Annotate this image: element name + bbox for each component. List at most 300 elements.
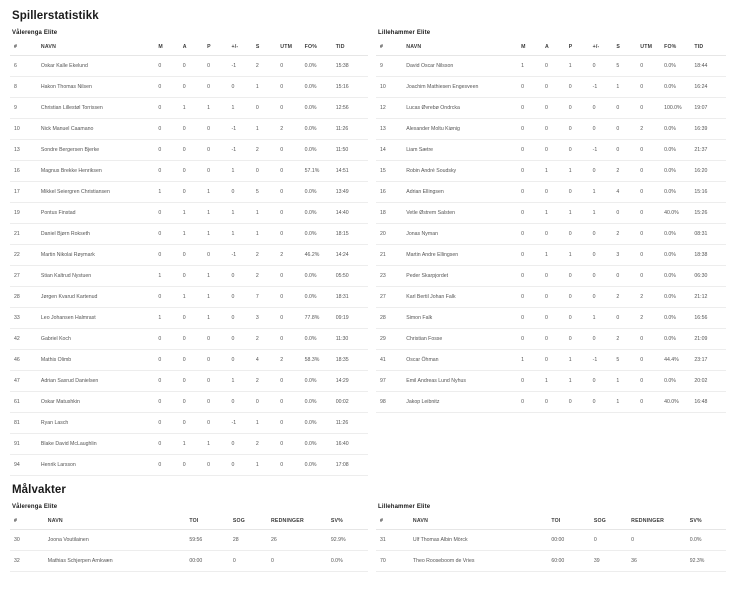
player-faceoff-percent: 0.0%	[663, 308, 693, 329]
table-row[interactable]	[376, 308, 726, 329]
player-assists: 1	[182, 203, 206, 224]
goalie-shots-on-goal: 0	[593, 530, 630, 551]
player-points: 0	[568, 98, 592, 119]
player-penalty-minutes: 0	[279, 392, 303, 413]
player-name: Nick Manuel Caamano	[40, 119, 157, 140]
player-penalty-minutes: 2	[279, 119, 303, 140]
player-time: 11:50	[335, 140, 368, 161]
goalie-number: 70	[376, 551, 412, 572]
player-assists: 0	[544, 350, 568, 371]
player-faceoff-percent: 0.0%	[304, 224, 335, 245]
table-row[interactable]	[376, 350, 726, 371]
player-plusminus: 1	[231, 98, 255, 119]
table-row[interactable]	[376, 551, 726, 572]
table-row[interactable]	[376, 77, 726, 98]
player-points: 0	[206, 371, 230, 392]
player-plusminus: 0	[592, 392, 616, 413]
player-plusminus: 0	[231, 392, 255, 413]
player-shots: 2	[255, 245, 279, 266]
col-header-time[interactable]: TID	[693, 40, 726, 56]
player-faceoff-percent: 57.1%	[304, 161, 335, 182]
player-time: 16:40	[335, 434, 368, 455]
player-goals: 1	[157, 266, 181, 287]
player-shots: 0	[255, 98, 279, 119]
player-points: 0	[206, 119, 230, 140]
player-time: 18:35	[335, 350, 368, 371]
player-faceoff-percent: 46.2%	[304, 245, 335, 266]
player-points: 1	[206, 308, 230, 329]
player-time: 18:38	[693, 245, 726, 266]
goalie-time-on-ice: 00:00	[188, 551, 232, 572]
goalie-shots-on-goal: 39	[593, 551, 630, 572]
table-row[interactable]	[10, 413, 368, 434]
player-faceoff-percent: 0.0%	[304, 455, 335, 476]
player-points: 0	[206, 161, 230, 182]
player-time: 23:17	[693, 350, 726, 371]
player-faceoff-percent: 0.0%	[663, 329, 693, 350]
player-number: 42	[10, 329, 40, 350]
home-player-table-body	[10, 56, 368, 476]
player-faceoff-percent: 0.0%	[663, 245, 693, 266]
player-points: 1	[206, 266, 230, 287]
away-player-table	[376, 40, 726, 413]
player-time: 17:08	[335, 455, 368, 476]
player-time: 21:12	[693, 287, 726, 308]
player-penalty-minutes: 0	[639, 98, 663, 119]
player-time: 21:37	[693, 140, 726, 161]
player-points: 0	[206, 56, 230, 77]
player-plusminus: 0	[592, 287, 616, 308]
player-faceoff-percent: 0.0%	[304, 119, 335, 140]
player-points: 1	[568, 245, 592, 266]
table-row[interactable]	[376, 371, 726, 392]
player-plusminus: 0	[592, 98, 616, 119]
player-plusminus: 0	[231, 434, 255, 455]
table-row[interactable]	[376, 224, 726, 245]
player-points: 0	[206, 413, 230, 434]
player-shots: 2	[615, 329, 639, 350]
table-row[interactable]	[376, 203, 726, 224]
col-header-penalty-minutes[interactable]: UTM	[639, 40, 663, 56]
player-goals: 0	[157, 434, 181, 455]
player-goals: 0	[157, 140, 181, 161]
player-time: 16:48	[693, 392, 726, 413]
player-penalty-minutes: 2	[639, 308, 663, 329]
player-plusminus: -1	[592, 350, 616, 371]
player-number: 33	[10, 308, 40, 329]
col-header-number[interactable]: #	[376, 514, 412, 530]
player-shots: 0	[255, 392, 279, 413]
player-points: 0	[206, 77, 230, 98]
player-goals: 0	[520, 371, 544, 392]
player-goals: 0	[520, 329, 544, 350]
table-row[interactable]	[376, 56, 726, 77]
table-row[interactable]	[10, 77, 368, 98]
table-row[interactable]	[10, 98, 368, 119]
col-header-save-percent[interactable]: SV%	[330, 514, 368, 530]
player-penalty-minutes: 0	[639, 371, 663, 392]
col-header-save-percent[interactable]: SV%	[689, 514, 726, 530]
table-row[interactable]	[10, 266, 368, 287]
player-plusminus: 1	[592, 308, 616, 329]
col-header-assists[interactable]: A	[544, 40, 568, 56]
table-row[interactable]	[10, 224, 368, 245]
player-shots: 2	[255, 371, 279, 392]
goalie-number: 30	[10, 530, 47, 551]
player-shots: 0	[255, 161, 279, 182]
table-row[interactable]	[10, 56, 368, 77]
player-plusminus: 0	[592, 56, 616, 77]
player-name: Adrian Ellingsen	[405, 182, 520, 203]
player-goals: 0	[520, 98, 544, 119]
table-row[interactable]	[10, 203, 368, 224]
player-time: 15:16	[335, 77, 368, 98]
col-header-shots[interactable]: S	[255, 40, 279, 56]
player-name: Leo Johansen Halmrast	[40, 308, 157, 329]
col-header-number[interactable]: #	[376, 40, 405, 56]
player-plusminus: 1	[231, 371, 255, 392]
player-name: Mathis Olimb	[40, 350, 157, 371]
table-header-row	[376, 514, 726, 530]
table-header-row	[10, 514, 368, 530]
table-row[interactable]	[376, 161, 726, 182]
goalie-save-percent: 92.3%	[689, 551, 726, 572]
col-header-saves[interactable]: REDNINGER	[270, 514, 330, 530]
player-goals: 0	[520, 140, 544, 161]
away-player-table-body	[376, 56, 726, 413]
table-row[interactable]	[10, 329, 368, 350]
player-shots: 1	[255, 224, 279, 245]
player-assists: 0	[182, 119, 206, 140]
player-faceoff-percent: 0.0%	[304, 98, 335, 119]
player-plusminus: -1	[231, 119, 255, 140]
player-name: Daniel Bjørn Rokseth	[40, 224, 157, 245]
player-points: 0	[568, 77, 592, 98]
player-shots: 5	[615, 350, 639, 371]
player-shots: 5	[255, 182, 279, 203]
player-goals: 0	[520, 182, 544, 203]
col-header-goals[interactable]: M	[157, 40, 181, 56]
player-faceoff-percent: 58.3%	[304, 350, 335, 371]
col-header-time-on-ice[interactable]: TOI	[550, 514, 593, 530]
player-penalty-minutes: 2	[639, 287, 663, 308]
col-header-name[interactable]: NAVN	[40, 40, 157, 56]
table-row[interactable]	[10, 434, 368, 455]
player-name: David Oscar Nilsson	[405, 56, 520, 77]
player-penalty-minutes: 0	[639, 77, 663, 98]
player-faceoff-percent: 0.0%	[304, 77, 335, 98]
table-row[interactable]	[10, 119, 368, 140]
player-number: 12	[376, 98, 405, 119]
col-header-shots-on-goal[interactable]: SOG	[232, 514, 270, 530]
player-time: 14:29	[335, 371, 368, 392]
player-goals: 0	[520, 203, 544, 224]
player-shots: 0	[615, 203, 639, 224]
col-header-name[interactable]: NAVN	[47, 514, 189, 530]
player-plusminus: -1	[592, 140, 616, 161]
player-number: 22	[10, 245, 40, 266]
col-header-name[interactable]: NAVN	[412, 514, 550, 530]
player-name: Hakon Thomas Nilsen	[40, 77, 157, 98]
player-assists: 0	[182, 56, 206, 77]
player-name: Peder Skarpjordet	[405, 266, 520, 287]
player-points: 0	[568, 140, 592, 161]
goalie-saves: 0	[270, 551, 330, 572]
table-row[interactable]	[376, 392, 726, 413]
player-points: 0	[206, 140, 230, 161]
player-name: Mikkel Seiergren Christiansen	[40, 182, 157, 203]
player-assists: 0	[544, 56, 568, 77]
away-player-table-head	[376, 40, 726, 56]
player-shots: 2	[255, 329, 279, 350]
home-player-table-head	[10, 40, 368, 56]
player-name: Christian Lillestøl Torrissen	[40, 98, 157, 119]
goalie-time-on-ice: 59:56	[188, 530, 232, 551]
goalie-shots-on-goal: 0	[232, 551, 270, 572]
table-row[interactable]	[10, 182, 368, 203]
player-number: 46	[10, 350, 40, 371]
player-time: 20:02	[693, 371, 726, 392]
table-row[interactable]	[376, 140, 726, 161]
player-time: 09:19	[335, 308, 368, 329]
player-penalty-minutes: 0	[639, 140, 663, 161]
player-time: 00:02	[335, 392, 368, 413]
player-time: 12:56	[335, 98, 368, 119]
player-plusminus: 0	[231, 287, 255, 308]
col-header-shots[interactable]: S	[615, 40, 639, 56]
goalie-shots-on-goal: 28	[232, 530, 270, 551]
player-assists: 0	[182, 329, 206, 350]
col-header-goals[interactable]: M	[520, 40, 544, 56]
player-goals: 0	[520, 77, 544, 98]
player-assists: 1	[182, 287, 206, 308]
player-name: Sondre Bergersen Bjerke	[40, 140, 157, 161]
player-faceoff-percent: 0.0%	[304, 329, 335, 350]
player-plusminus: 0	[592, 371, 616, 392]
player-number: 97	[376, 371, 405, 392]
player-plusminus: -1	[231, 140, 255, 161]
away-team-player-panel	[368, 30, 726, 476]
player-assists: 0	[544, 308, 568, 329]
player-penalty-minutes: 0	[639, 266, 663, 287]
player-plusminus: 0	[592, 329, 616, 350]
player-shots: 3	[615, 245, 639, 266]
table-row[interactable]	[376, 287, 726, 308]
col-header-number[interactable]: #	[10, 514, 47, 530]
player-number: 21	[10, 224, 40, 245]
player-goals: 0	[520, 308, 544, 329]
player-number: 28	[376, 308, 405, 329]
player-assists: 0	[182, 455, 206, 476]
table-row[interactable]	[10, 308, 368, 329]
player-points: 0	[568, 308, 592, 329]
player-faceoff-percent: 0.0%	[304, 434, 335, 455]
player-number: 19	[10, 203, 40, 224]
player-points: 0	[568, 224, 592, 245]
table-row[interactable]	[10, 350, 368, 371]
player-number: 27	[376, 287, 405, 308]
col-header-penalty-minutes[interactable]: UTM	[279, 40, 303, 56]
player-name: Ryan Lasch	[40, 413, 157, 434]
player-faceoff-percent: 0.0%	[304, 413, 335, 434]
player-goals: 1	[520, 56, 544, 77]
player-number: 13	[10, 140, 40, 161]
player-points: 0	[568, 119, 592, 140]
player-shots: 5	[615, 56, 639, 77]
player-statistics-heading: Spillerstatistikk	[12, 10, 99, 22]
player-faceoff-percent: 0.0%	[304, 203, 335, 224]
player-goals: 0	[157, 350, 181, 371]
player-goals: 0	[520, 245, 544, 266]
table-row[interactable]	[376, 119, 726, 140]
home-goalie-table	[10, 514, 368, 572]
home-team-name: Vålerenga Elite	[12, 30, 58, 36]
col-header-number[interactable]: #	[10, 40, 40, 56]
player-faceoff-percent: 0.0%	[663, 266, 693, 287]
table-row[interactable]	[10, 392, 368, 413]
player-penalty-minutes: 0	[279, 329, 303, 350]
player-penalty-minutes: 0	[639, 161, 663, 182]
player-shots: 1	[615, 371, 639, 392]
player-penalty-minutes: 0	[279, 77, 303, 98]
player-time: 14:40	[335, 203, 368, 224]
player-goals: 0	[157, 329, 181, 350]
table-row[interactable]	[376, 329, 726, 350]
player-goals: 0	[157, 392, 181, 413]
player-points: 1	[206, 224, 230, 245]
home-team-name-goalies: Vålerenga Elite	[12, 504, 58, 510]
table-row[interactable]	[376, 98, 726, 119]
player-shots: 0	[615, 140, 639, 161]
player-goals: 0	[157, 287, 181, 308]
col-header-points[interactable]: P	[568, 40, 592, 56]
table-row[interactable]	[10, 245, 368, 266]
player-name: Martin Nikolai Røymark	[40, 245, 157, 266]
player-goals: 0	[157, 245, 181, 266]
player-faceoff-percent: 0.0%	[663, 56, 693, 77]
player-points: 1	[206, 287, 230, 308]
player-penalty-minutes: 0	[279, 266, 303, 287]
player-name: Blake David McLaughlin	[40, 434, 157, 455]
player-name: Emil Andreas Lund Nyhus	[405, 371, 520, 392]
player-penalty-minutes: 2	[639, 119, 663, 140]
player-time: 18:44	[693, 56, 726, 77]
col-header-plusminus[interactable]: +/-	[231, 40, 255, 56]
player-shots: 2	[255, 140, 279, 161]
player-number: 91	[10, 434, 40, 455]
player-penalty-minutes: 0	[279, 434, 303, 455]
player-penalty-minutes: 0	[279, 371, 303, 392]
table-row[interactable]	[376, 530, 726, 551]
table-row[interactable]	[376, 266, 726, 287]
player-plusminus: 0	[592, 161, 616, 182]
home-player-table	[10, 40, 368, 476]
col-header-points[interactable]: P	[206, 40, 230, 56]
col-header-faceoff-percent[interactable]: FO%	[663, 40, 693, 56]
player-faceoff-percent: 0.0%	[663, 287, 693, 308]
player-number: 41	[376, 350, 405, 371]
player-number: 20	[376, 224, 405, 245]
player-time: 14:24	[335, 245, 368, 266]
table-row[interactable]	[10, 371, 368, 392]
player-plusminus: 0	[231, 329, 255, 350]
table-row[interactable]	[10, 455, 368, 476]
col-header-assists[interactable]: A	[182, 40, 206, 56]
home-team-player-panel	[10, 30, 368, 476]
player-goals: 0	[157, 203, 181, 224]
goalie-time-on-ice: 60:00	[550, 551, 593, 572]
col-header-plusminus[interactable]: +/-	[592, 40, 616, 56]
player-penalty-minutes: 0	[279, 287, 303, 308]
player-penalty-minutes: 0	[279, 98, 303, 119]
table-row[interactable]	[376, 245, 726, 266]
player-points: 1	[568, 161, 592, 182]
player-shots: 1	[255, 119, 279, 140]
col-header-saves[interactable]: REDNINGER	[630, 514, 689, 530]
player-shots: 2	[255, 434, 279, 455]
table-row[interactable]	[10, 140, 368, 161]
player-plusminus: 0	[231, 350, 255, 371]
player-points: 0	[568, 329, 592, 350]
player-points: 1	[568, 350, 592, 371]
table-row[interactable]	[10, 530, 368, 551]
player-assists: 0	[544, 329, 568, 350]
player-shots: 1	[255, 455, 279, 476]
player-goals: 0	[520, 392, 544, 413]
player-faceoff-percent: 0.0%	[304, 287, 335, 308]
player-shots: 1	[255, 77, 279, 98]
player-assists: 1	[544, 161, 568, 182]
player-time: 16:56	[693, 308, 726, 329]
goalie-saves: 36	[630, 551, 689, 572]
table-row[interactable]	[10, 287, 368, 308]
player-goals: 0	[157, 224, 181, 245]
player-number: 16	[10, 161, 40, 182]
player-time: 18:15	[335, 224, 368, 245]
player-shots: 1	[255, 413, 279, 434]
player-time: 16:39	[693, 119, 726, 140]
player-plusminus: 0	[592, 266, 616, 287]
player-name: Henrik Larsson	[40, 455, 157, 476]
col-header-time[interactable]: TID	[335, 40, 368, 56]
col-header-shots-on-goal[interactable]: SOG	[593, 514, 630, 530]
player-number: 13	[376, 119, 405, 140]
player-points: 1	[568, 56, 592, 77]
col-header-name[interactable]: NAVN	[405, 40, 520, 56]
table-row[interactable]	[10, 551, 368, 572]
player-points: 0	[568, 392, 592, 413]
player-faceoff-percent: 0.0%	[304, 266, 335, 287]
player-plusminus: 0	[231, 455, 255, 476]
player-shots: 2	[615, 161, 639, 182]
player-penalty-minutes: 2	[279, 350, 303, 371]
player-shots: 2	[255, 266, 279, 287]
player-goals: 0	[520, 224, 544, 245]
col-header-time-on-ice[interactable]: TOI	[188, 514, 232, 530]
table-row[interactable]	[376, 182, 726, 203]
player-goals: 0	[520, 161, 544, 182]
player-points: 0	[206, 455, 230, 476]
player-faceoff-percent: 0.0%	[304, 56, 335, 77]
player-points: 0	[568, 182, 592, 203]
player-penalty-minutes: 0	[639, 392, 663, 413]
home-goalie-table-body	[10, 530, 368, 572]
col-header-faceoff-percent[interactable]: FO%	[304, 40, 335, 56]
table-row[interactable]	[10, 161, 368, 182]
player-goals: 0	[157, 161, 181, 182]
player-penalty-minutes: 0	[639, 56, 663, 77]
player-faceoff-percent: 0.0%	[663, 140, 693, 161]
